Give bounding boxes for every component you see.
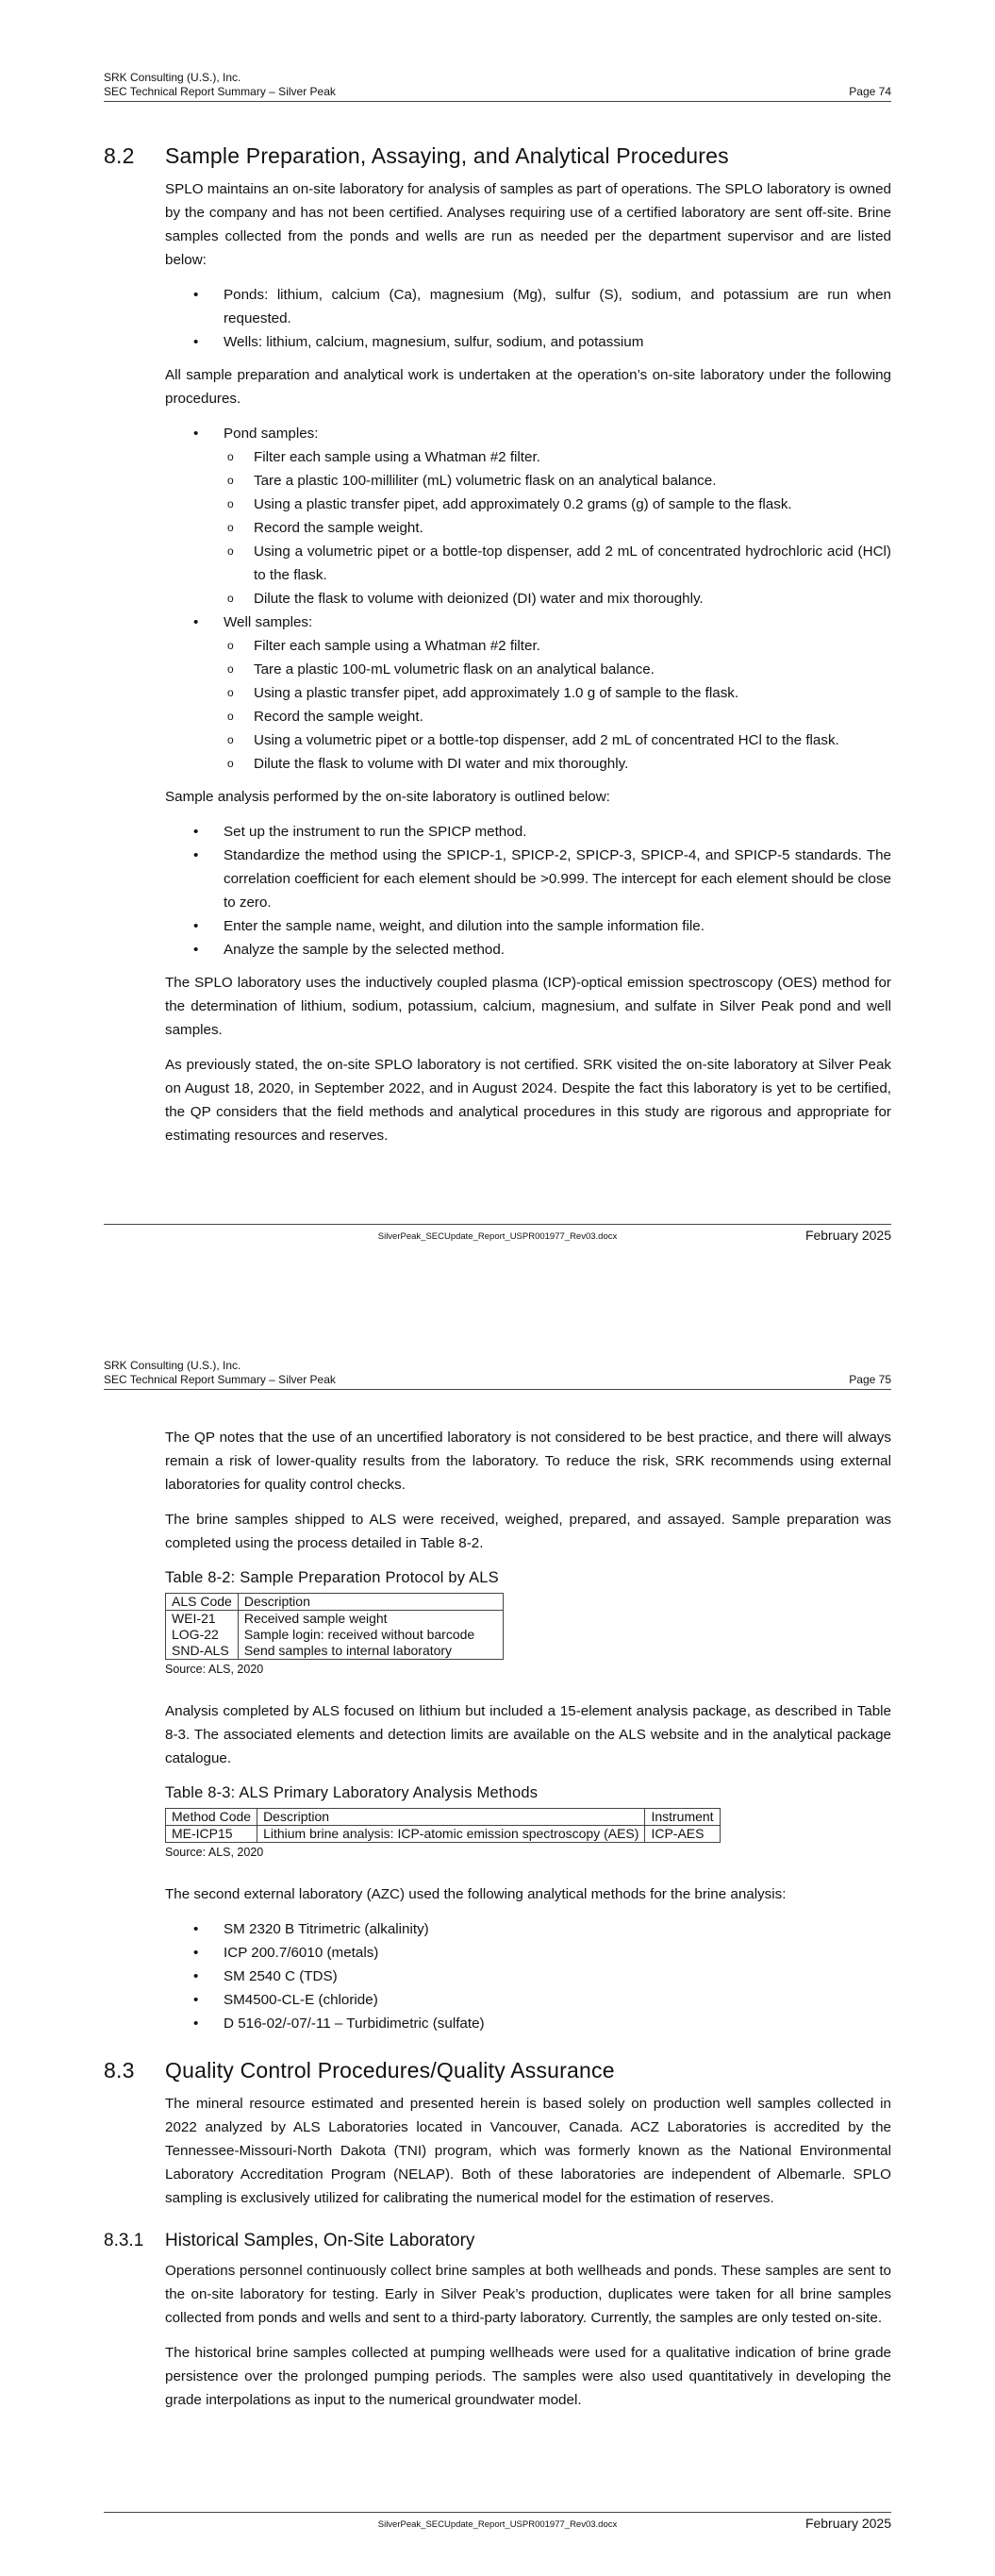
list-item: o Using a plastic transfer pipet, add approximately 0.2 grams (g) of sample to the flask. [224, 493, 891, 516]
list-item: • Standardize the method using the SPICP-1, SPICP-2, SPICP-3, SPICP-4, and SPICP-5 standards. The correlation coefficient for each element should be >0.999. The intercept for each element should be close to zero. [165, 844, 891, 914]
analyte-list [165, 283, 891, 354]
table-cell: SND-ALS [166, 1643, 239, 1660]
table-header-row [166, 1594, 504, 1611]
section-title: Historical Samples, On-Site Laboratory [165, 2231, 475, 2250]
header-divider [104, 101, 891, 102]
table-row [166, 1611, 504, 1628]
paragraph: Operations personnel continuously collect brine samples at both wellheads and ponds. These samples are sent to the on-site laboratory for testing. Early in Silver Peak’s production, duplicates were taken for all brine samples collected from ponds and wells and sent to a third-party laboratory. Currently, the samples are only tested on-site. [165, 2263, 891, 2326]
sample-prep-table [165, 1593, 504, 1660]
table-cell: ME-ICP15 [166, 1826, 257, 1843]
paragraph: The SPLO laboratory uses the inductively coupled plasma (ICP)-optical emission spectroscopy (OES) method for the determination of lithium, sodium, potassium, calcium, magnesium, and sulfate in Silver Peak pond and well samples. [165, 975, 891, 1038]
page-body [104, 142, 891, 1159]
footer-divider [104, 1224, 891, 1225]
table-row [166, 1826, 721, 1843]
pond-steps [224, 445, 891, 611]
procedure-list [165, 422, 891, 776]
section-number: 8.3 [104, 2058, 135, 2083]
paragraph: Sample analysis performed by the on-site laboratory is outlined below: [165, 789, 610, 805]
list-item: • SM 2540 C (TDS) [165, 1965, 891, 1988]
table-cell: ICP-AES [645, 1826, 720, 1843]
table-row [166, 1643, 504, 1660]
paragraph: The second external laboratory (AZC) used the following analytical methods for the brine analysis: [165, 1886, 787, 1902]
page-number: Page 74 [849, 85, 891, 98]
azc-methods-list [165, 1917, 891, 2035]
list-item: o Using a volumetric pipet or a bottle-top dispenser, add 2 mL of concentrated hydrochloric acid (HCl) to the flask. [224, 540, 891, 587]
list-item: o Using a volumetric pipet or a bottle-top dispenser, add 2 mL of concentrated HCl to the flask. [224, 728, 891, 752]
column-header: Description [257, 1809, 645, 1826]
list-item: o Tare a plastic 100-milliliter (mL) volumetric flask on an analytical balance. [224, 469, 891, 493]
list-item: o Dilute the flask to volume with deionized (DI) water and mix thoroughly. [224, 587, 891, 611]
page-number: Page 75 [849, 1373, 891, 1386]
list-item-well-samples [165, 611, 891, 776]
column-header: Method Code [166, 1809, 257, 1826]
table-header-row [166, 1809, 721, 1826]
column-header: Instrument [645, 1809, 720, 1826]
list-item: o Record the sample weight. [224, 516, 891, 540]
list-item: • Enter the sample name, weight, and dilution into the sample information file. [165, 914, 891, 938]
report-page-75 [0, 1288, 995, 2576]
column-header: Description [238, 1594, 503, 1611]
table-source: Source: ALS, 2020 [165, 1846, 264, 1859]
page-header [104, 1359, 891, 1387]
section-number: 8.2 [104, 143, 135, 168]
paragraph: All sample preparation and analytical work is undertaken at the operation’s on-site laboratory under the following procedures. [165, 367, 891, 407]
section-title: Sample Preparation, Assaying, and Analytical Procedures [165, 143, 729, 168]
list-item: • SM 2320 B Titrimetric (alkalinity) [165, 1917, 891, 1941]
paragraph: The mineral resource estimated and presented herein is based solely on production well samples collected in 2022 analyzed by ALS Laboratories located in Vancouver, Canada. ACZ Laboratories is accredited by the Tennessee-Missouri-North Dakota (TNI) program, which was formerly known as the National Environmental Laboratory Accreditation Program (NELAP). Both of these laboratories are independent of Albemarle. SPLO sampling is exclusively utilized for calibrating the numerical model for the estimation of reserves. [165, 2096, 891, 2206]
list-item: • Analyze the sample by the selected method. [165, 938, 891, 962]
list-item: o Dilute the flask to volume with DI water and mix thoroughly. [224, 752, 891, 776]
header-report-title: SEC Technical Report Summary – Silver Peak [104, 85, 336, 98]
footer-date: February 2025 [804, 1228, 891, 1243]
table-cell: Lithium brine analysis: ICP-atomic emission spectroscopy (AES) [257, 1826, 645, 1843]
list-item: o Tare a plastic 100-mL volumetric flask on an analytical balance. [224, 658, 891, 681]
list-item: • Set up the instrument to run the SPICP method. [165, 820, 891, 844]
table-caption: Table 8-3: ALS Primary Laboratory Analysis Methods [165, 1784, 539, 1801]
header-report-title: SEC Technical Report Summary – Silver Peak [104, 1373, 336, 1386]
table-source: Source: ALS, 2020 [165, 1663, 264, 1676]
section-heading-8-2 [104, 142, 891, 170]
page-footer [104, 1228, 891, 1245]
table-row [166, 1627, 504, 1643]
analysis-methods-table [165, 1808, 721, 1843]
list-item: • Wells: lithium, calcium, magnesium, sulfur, sodium, and potassium [165, 330, 891, 354]
section-heading-8-3-1 [104, 2229, 891, 2253]
paragraph: SPLO maintains an on-site laboratory for analysis of samples as part of operations. The SPLO laboratory is owned by the company and has not been certified. Analyses requiring use of a certified laboratory are sent off-site. Brine samples collected from the ponds and wells are run as needed per the department supervisor and are listed below: [165, 181, 891, 268]
list-item: o Using a plastic transfer pipet, add approximately 1.0 g of sample to the flask. [224, 681, 891, 705]
list-item: • D 516-02/-07/-11 – Turbidimetric (sulfate) [165, 2012, 891, 2035]
paragraph: The QP notes that the use of an uncertified laboratory is not considered to be best practice, and there will always remain a risk of lower-quality results from the laboratory. To reduce the risk, SRK recommends using external laboratories for quality control checks. [165, 1430, 891, 1493]
list-item-label: Well samples: [224, 614, 313, 630]
footer-date: February 2025 [804, 2516, 891, 2531]
page-header [104, 71, 891, 99]
list-item-label: Pond samples: [224, 426, 319, 442]
list-item: • SM4500-CL-E (chloride) [165, 1988, 891, 2012]
paragraph: As previously stated, the on-site SPLO laboratory is not certified. SRK visited the on-site laboratory at Silver Peak on August 18, 2020, in September 2022, and in August 2024. Despite the fact this laboratory is yet to be certified, the QP considers that the field methods and analytical procedures in this study are rigorous and appropriate for estimating resources and reserves. [165, 1057, 891, 1144]
table-caption: Table 8-2: Sample Preparation Protocol by ALS [165, 1569, 499, 1586]
list-item: • ICP 200.7/6010 (metals) [165, 1941, 891, 1965]
footer-doc-name: SilverPeak_SECUpdate_Report_USPR001977_Rev03.docx [377, 1231, 618, 1242]
table-cell: Sample login: received without barcode [238, 1627, 503, 1643]
well-steps [224, 634, 891, 776]
section-number: 8.3.1 [104, 2231, 144, 2250]
table-cell: LOG-22 [166, 1627, 239, 1643]
paragraph: Analysis completed by ALS focused on lithium but included a 15-element analysis package, as described in Table 8-3. The associated elements and detection limits are available on the ALS website and in the analytical package catalogue. [165, 1703, 891, 1766]
paragraph: The brine samples shipped to ALS were received, weighed, prepared, and assayed. Sample preparation was completed using the process detailed in Table 8-2. [165, 1512, 891, 1551]
header-company: SRK Consulting (U.S.), Inc. [104, 71, 241, 84]
footer-doc-name: SilverPeak_SECUpdate_Report_USPR001977_Rev03.docx [377, 2519, 618, 2530]
paragraph: The historical brine samples collected at pumping wellheads were used for a qualitative indication of brine grade persistence over the prolonged pumping periods. The samples were also used quantitatively in developing the grade interpolations as input to the numerical groundwater model. [165, 2345, 891, 2408]
list-item: o Filter each sample using a Whatman #2 filter. [224, 445, 891, 469]
column-header: ALS Code [166, 1594, 239, 1611]
footer-divider [104, 2512, 891, 2513]
section-heading-8-3 [104, 2056, 891, 2084]
list-item: • Ponds: lithium, calcium (Ca), magnesium (Mg), sulfur (S), sodium, and potassium are run when requested. [165, 283, 891, 330]
page-body [104, 1426, 891, 2423]
table-cell: Send samples to internal laboratory [238, 1643, 503, 1660]
section-title: Quality Control Procedures/Quality Assurance [165, 2058, 615, 2083]
header-company: SRK Consulting (U.S.), Inc. [104, 1359, 241, 1372]
analysis-steps-list [165, 820, 891, 962]
list-item-pond-samples [165, 422, 891, 611]
table-cell: Received sample weight [238, 1611, 503, 1628]
page-footer [104, 2516, 891, 2533]
list-item: o Record the sample weight. [224, 705, 891, 728]
list-item: o Filter each sample using a Whatman #2 filter. [224, 634, 891, 658]
header-divider [104, 1389, 891, 1390]
table-cell: WEI-21 [166, 1611, 239, 1628]
